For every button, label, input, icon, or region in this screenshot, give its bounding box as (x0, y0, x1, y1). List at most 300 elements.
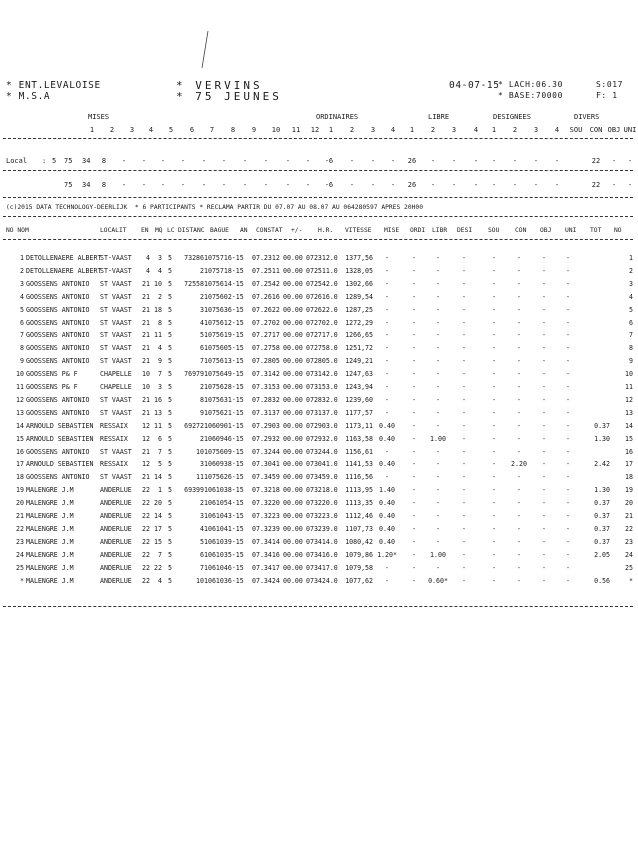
distance: 72558 (184, 279, 204, 288)
stake-sou: - (492, 370, 496, 379)
locality: RESSAIX (100, 460, 128, 469)
subhead-mise: 4 (148, 126, 154, 134)
stake-sou: - (492, 473, 496, 482)
entered: 21 (142, 331, 150, 340)
speed: 1107,73 (345, 524, 373, 533)
stake-sou: - (492, 563, 496, 572)
real-time: 073239.0 (306, 524, 338, 533)
stake-designee: - (462, 473, 466, 482)
stake-designee: - (462, 395, 466, 404)
stake-designee: - (462, 408, 466, 417)
column-header: OBJ (540, 227, 552, 234)
stake-sou: - (492, 576, 496, 585)
stake-uni: - (566, 383, 570, 391)
speed: 1272,29 (345, 318, 373, 327)
stake-mise: - (385, 357, 389, 366)
real-time: 073244.0 (306, 447, 338, 456)
f-number: F: 1 (596, 91, 618, 100)
row-no: 16 (16, 447, 24, 456)
row-no-right: * (629, 576, 633, 585)
lc: 5 (168, 383, 172, 391)
stake-designee: - (462, 421, 466, 430)
row-no-right: 21 (625, 512, 633, 520)
stake-obj: - (542, 576, 546, 585)
table-row (0, 330, 638, 340)
summary-mise: - (221, 181, 227, 189)
lc: 5 (168, 292, 172, 301)
summary-designee: - (491, 181, 497, 189)
fancier-name: MALENGRE J.M (26, 550, 74, 559)
stake-con: - (517, 486, 521, 495)
stake-con: - (517, 318, 521, 327)
subhead-ordinaire: 2 (349, 126, 355, 134)
locality: ST VAAST (100, 357, 132, 366)
column-header: AN (240, 227, 248, 234)
stake-libre: 1.00 (430, 434, 446, 443)
summary-mise: - (324, 181, 330, 189)
marked: 17 (154, 524, 162, 533)
stake-libre: - (436, 460, 440, 469)
stake-mise: 0.40 (379, 499, 395, 508)
arrival-time: 07.3417 (252, 563, 280, 572)
table-row (0, 279, 638, 289)
release-time: * LACH:06.30 (498, 80, 563, 89)
stake-ordinaire: - (412, 550, 416, 559)
row-no: 21 (16, 512, 24, 520)
correction: 00.00 (283, 383, 303, 391)
real-time: 073153.0 (306, 383, 338, 391)
entered: 21 (142, 408, 150, 417)
stake-sou: - (492, 537, 496, 546)
summary-libre: - (451, 157, 457, 165)
summary-mise: 8 (101, 157, 107, 165)
speed: 1077,62 (345, 576, 373, 585)
table-row (0, 550, 638, 560)
locality: ST VAAST (100, 447, 132, 456)
stake-obj: - (542, 524, 546, 533)
stake-ordinaire: - (412, 383, 416, 391)
locality: ST VAAST (100, 279, 132, 288)
fancier-name: MALENGRE J.M (26, 563, 74, 572)
stake-obj: - (542, 408, 546, 417)
summary-ordinaire: - (390, 157, 396, 165)
stake-sou: - (492, 344, 496, 353)
stake-mise: 1.20* (377, 550, 397, 559)
marked: 5 (158, 460, 162, 469)
stake-obj: - (542, 266, 546, 275)
stake-libre: - (436, 421, 440, 430)
summary-libre: - (430, 181, 436, 189)
distance: 69272 (184, 421, 204, 430)
stake-uni: - (566, 537, 570, 546)
club-name: * ENT.LEVALOISE (6, 80, 101, 91)
speed: 1328,05 (345, 266, 373, 275)
table-row (0, 563, 638, 573)
total-won: 0.37 (594, 512, 610, 520)
row-no: * (20, 576, 24, 585)
distance: 2 (200, 499, 204, 508)
locality: CHAPELLE (100, 370, 132, 379)
pen-stroke-mark (200, 30, 210, 70)
local-colon: : (42, 157, 47, 165)
table-row (0, 408, 638, 418)
stake-con: - (517, 266, 521, 275)
row-no-right: 13 (625, 408, 633, 417)
row-no: 19 (16, 486, 24, 495)
stake-libre: - (436, 563, 440, 572)
fancier-name: GOOSSENS ANTONIO (26, 292, 90, 301)
arrival-time: 07.2312 (252, 254, 280, 262)
entered: 22 (142, 576, 150, 585)
marked: 15 (154, 537, 162, 546)
lc: 5 (168, 331, 172, 340)
column-header: DESI (457, 227, 473, 234)
stake-ordinaire: - (412, 447, 416, 456)
stake-mise: 0.40 (379, 434, 395, 443)
speed: 1079,86 (345, 550, 373, 559)
stake-libre: - (436, 447, 440, 456)
stake-uni: - (566, 486, 570, 495)
lc: 5 (168, 447, 172, 456)
distance: 2 (200, 266, 204, 275)
summary-mise: - (121, 181, 127, 189)
stake-con: - (517, 473, 521, 482)
lc: 5 (168, 305, 172, 314)
summary-ordinaire: - (370, 181, 376, 189)
speed: 1249,21 (345, 357, 373, 366)
fancier-name: MALENGRE J.M (26, 524, 74, 533)
table-row (0, 369, 638, 379)
stake-con: - (517, 357, 521, 366)
row-no-right: 20 (625, 499, 633, 508)
row-no: 3 (20, 279, 24, 288)
entered: 21 (142, 279, 150, 288)
stake-ordinaire: - (412, 563, 416, 572)
stake-uni: - (566, 460, 570, 469)
summary-mise: - (141, 157, 147, 165)
subhead-mise: 10 (271, 126, 281, 134)
row-no-right: 9 (629, 357, 633, 366)
fancier-name: MALENGRE J.M (26, 499, 74, 508)
table-row (0, 395, 638, 405)
distance: 3 (200, 460, 204, 469)
stake-libre: - (436, 383, 440, 391)
entered: 22 (142, 550, 150, 559)
arrival-time: 07.2832 (252, 395, 280, 404)
stake-con: - (517, 344, 521, 353)
stake-libre: - (436, 331, 440, 340)
ring-number: 1075621-15 (204, 408, 244, 417)
speed: 1173,11 (345, 421, 373, 430)
speed: 1177,57 (345, 408, 373, 417)
stake-ordinaire: - (412, 279, 416, 288)
ring-number: 1060938-15 (204, 460, 244, 469)
correction: 00.00 (283, 563, 303, 572)
ring-number: 1075602-15 (204, 292, 244, 301)
row-no: 22 (16, 524, 24, 533)
ring-number: 1075628-15 (204, 383, 244, 391)
ring-number: 1075609-15 (204, 447, 244, 456)
summary-designee: - (491, 157, 497, 165)
summary-divers: 22 (591, 181, 601, 189)
stake-obj: - (542, 357, 546, 366)
summary-mise: - (324, 157, 330, 165)
stake-libre: - (436, 499, 440, 508)
entered: 12 (142, 460, 150, 469)
speed: 1302,66 (345, 279, 373, 288)
stake-sou: - (492, 292, 496, 301)
ring-number: 1060901-15 (204, 421, 244, 430)
real-time: 072702.0 (306, 318, 338, 327)
lc: 5 (168, 537, 172, 546)
summary-libre: - (473, 157, 479, 165)
locality: RESSAIX (100, 421, 128, 430)
subhead-divers: CON (589, 126, 603, 134)
locality: ANDERLUE (100, 576, 132, 585)
stake-designee: - (462, 279, 466, 288)
correction: 00.00 (283, 524, 303, 533)
stake-ordinaire: - (412, 370, 416, 379)
total-won: 0.37 (594, 537, 610, 546)
stake-con: - (517, 408, 521, 417)
stake-obj: - (542, 537, 546, 546)
subhead-mise: 12 (310, 126, 320, 134)
row-no: 12 (16, 395, 24, 404)
stake-mise: 1.40 (379, 486, 395, 495)
ring-number: 1075612-15 (204, 318, 244, 327)
subhead-libre: 2 (430, 126, 436, 134)
summary-ordinaire: - (370, 157, 376, 165)
summary-ordinaire: 6 (328, 181, 334, 189)
distance: 73286 (184, 254, 204, 262)
real-time: 072622.0 (306, 305, 338, 314)
race-location: * VERVINS (176, 79, 263, 92)
real-time: 072903.0 (306, 421, 338, 430)
locality: ST VAAST (100, 318, 132, 327)
stake-sou: - (492, 357, 496, 366)
arrival-time: 07.3424 (252, 576, 280, 585)
speed: 1239,60 (345, 395, 373, 404)
speed: 1112,46 (345, 512, 373, 520)
marked: 16 (154, 395, 162, 404)
summary-libre: - (451, 181, 457, 189)
correction: 00.00 (283, 344, 303, 353)
speed: 1289,54 (345, 292, 373, 301)
stake-libre: - (436, 512, 440, 520)
stake-obj: - (542, 421, 546, 430)
arrival-time: 07.3142 (252, 370, 280, 379)
stake-libre: - (436, 254, 440, 262)
summary-count-3: 34 (82, 181, 91, 189)
stake-obj: - (542, 279, 546, 288)
summary-mise: - (242, 157, 248, 165)
group-heading-libre: LIBRE (428, 113, 450, 121)
marked: 7 (158, 370, 162, 379)
stake-sou: - (492, 279, 496, 288)
correction: 00.00 (283, 512, 303, 520)
row-no-right: 1 (629, 254, 633, 262)
stake-designee: - (462, 486, 466, 495)
speed: 1079,58 (345, 563, 373, 572)
correction: 00.00 (283, 408, 303, 417)
stake-uni: - (566, 357, 570, 366)
marked: 2 (158, 292, 162, 301)
real-time: 072312.0 (306, 254, 338, 262)
correction: 00.00 (283, 550, 303, 559)
stake-designee: - (462, 254, 466, 262)
locality: ST VAAST (100, 331, 132, 340)
lc: 5 (168, 524, 172, 533)
stake-sou: - (492, 486, 496, 495)
fancier-name: ARNOULD SEBASTIEN (26, 421, 94, 430)
stake-uni: - (566, 408, 570, 417)
correction: 00.00 (283, 254, 303, 262)
distance: 10 (196, 576, 204, 585)
stake-con: - (517, 292, 521, 301)
table-row (0, 292, 638, 302)
real-time: 073137.0 (306, 408, 338, 417)
stake-mise: - (385, 370, 389, 379)
lc: 5 (168, 512, 172, 520)
locality: ANDERLUE (100, 499, 132, 508)
fancier-name: DETOLLENAERE ALBERT (26, 266, 102, 275)
stake-con: - (517, 421, 521, 430)
lc: 5 (168, 421, 172, 430)
correction: 00.00 (283, 486, 303, 495)
row-no: 18 (16, 473, 24, 482)
row-no: 4 (20, 292, 24, 301)
arrival-time: 07.2932 (252, 434, 280, 443)
row-no: 17 (16, 460, 24, 469)
stake-libre: - (436, 305, 440, 314)
lc: 5 (168, 357, 172, 366)
subhead-libre: 3 (451, 126, 457, 134)
ring-number: 1075613-15 (204, 357, 244, 366)
stake-ordinaire: - (412, 254, 416, 262)
summary-mise: - (201, 181, 207, 189)
stake-libre: - (436, 408, 440, 417)
entered: 21 (142, 473, 150, 482)
distance: 2 (200, 434, 204, 443)
lc: 5 (168, 254, 172, 262)
subhead-mise: 3 (129, 126, 135, 134)
table-row (0, 382, 638, 392)
total-won: 1.30 (594, 486, 610, 495)
stake-mise: - (385, 331, 389, 340)
divider (3, 239, 633, 240)
stake-libre: 0.60* (428, 576, 448, 585)
stake-uni: - (566, 576, 570, 585)
stake-mise: - (385, 563, 389, 572)
table-row (0, 266, 638, 276)
stake-con: - (517, 447, 521, 456)
subhead-designee: 1 (491, 126, 497, 134)
arrival-time: 07.3416 (252, 550, 280, 559)
real-time: 072616.0 (306, 292, 338, 301)
stake-uni: - (566, 344, 570, 353)
real-time: 073424.0 (306, 576, 338, 585)
summary-mise: - (263, 181, 269, 189)
lc: 5 (168, 563, 172, 572)
stake-con: - (517, 550, 521, 559)
row-no-right: 12 (625, 395, 633, 404)
locality: ANDERLUE (100, 486, 132, 495)
column-header: SOU (488, 227, 500, 234)
arrival-time: 07.3244 (252, 447, 280, 456)
entered: 4 (146, 266, 150, 275)
stake-ordinaire: - (412, 576, 416, 585)
lc: 5 (168, 344, 172, 353)
distance: 4 (200, 318, 204, 327)
base-distance: * BASE:70000 (498, 91, 563, 100)
total-won: 0.56 (594, 576, 610, 585)
ring-number: 1075614-15 (204, 279, 244, 288)
ring-number: 1075619-15 (204, 331, 244, 340)
column-header: CONSTAT (256, 227, 283, 234)
arrival-time: 07.3218 (252, 486, 280, 495)
table-row (0, 511, 638, 521)
marked: 8 (158, 318, 162, 327)
stake-mise: - (385, 395, 389, 404)
stake-designee: - (462, 318, 466, 327)
speed: 1113,35 (345, 499, 373, 508)
stake-ordinaire: - (412, 460, 416, 469)
summary-designee: - (512, 157, 518, 165)
lc: 5 (168, 434, 172, 443)
distance: 2 (200, 292, 204, 301)
fancier-name: GOOSSENS P& F (26, 370, 78, 379)
distance: 7 (200, 563, 204, 572)
stake-con: - (517, 499, 521, 508)
arrival-time: 07.3041 (252, 460, 280, 469)
fancier-name: GOOSSENS ANTONIO (26, 344, 90, 353)
stake-ordinaire: - (412, 331, 416, 340)
marked: 20 (154, 499, 162, 508)
stake-sou: - (492, 499, 496, 508)
stake-sou: - (492, 512, 496, 520)
total-won: 1.30 (594, 434, 610, 443)
distance: 9 (200, 408, 204, 417)
summary-mise: - (180, 157, 186, 165)
arrival-time: 07.2511 (252, 266, 280, 275)
stake-uni: - (566, 421, 570, 430)
stake-obj: - (542, 292, 546, 301)
stake-obj: - (542, 512, 546, 520)
marked: 13 (154, 408, 162, 417)
stake-ordinaire: - (412, 473, 416, 482)
row-no-right: 3 (629, 279, 633, 288)
column-header: MISE (384, 227, 400, 234)
distance: 10 (196, 447, 204, 456)
column-header: UNI (565, 227, 577, 234)
marked: 9 (158, 357, 162, 366)
marked: 7 (158, 447, 162, 456)
speed: 1113,95 (345, 486, 373, 495)
row-no: 10 (16, 370, 24, 379)
column-header: LIBR (432, 227, 448, 234)
stake-ordinaire: - (412, 537, 416, 546)
marked: 10 (154, 279, 162, 288)
stake-con: - (517, 434, 521, 443)
row-no-right: 18 (625, 473, 633, 482)
subhead-libre: 4 (473, 126, 479, 134)
locality: RESSAIX (100, 434, 128, 443)
summary-designee: - (533, 181, 539, 189)
stake-designee: - (462, 576, 466, 585)
arrival-time: 07.2717 (252, 331, 280, 340)
fancier-name: GOOSSENS ANTONIO (26, 357, 90, 366)
summary-count-2: 75 (64, 181, 73, 189)
